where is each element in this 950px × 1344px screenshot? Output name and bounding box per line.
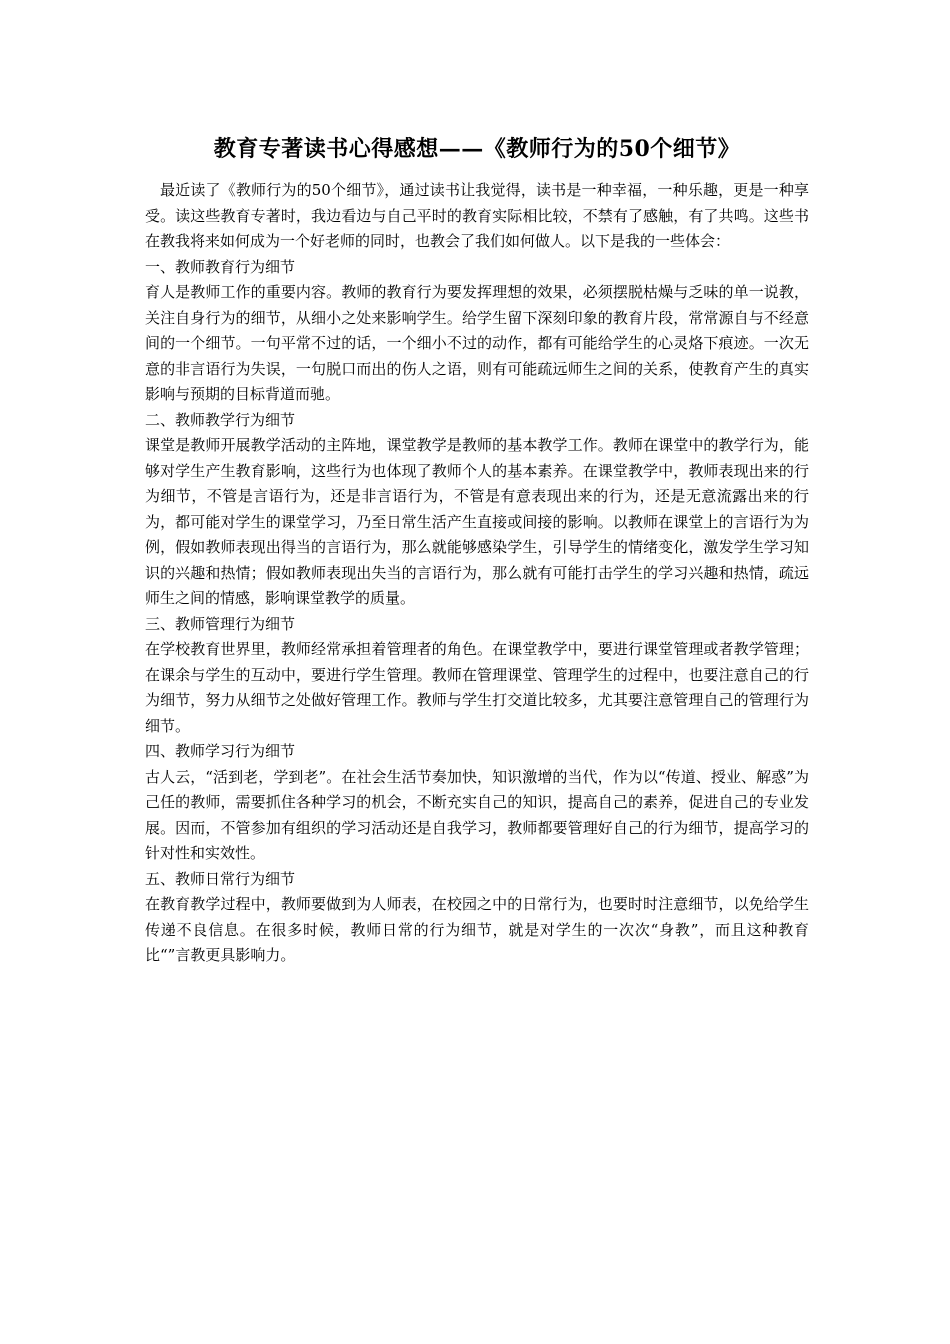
section-body: 课堂是教师开展教学活动的主阵地，课堂教学是教师的基本教学工作。教师在课堂中的教学行为，能够对学生产生教育影响，这些行为也体现了教师个人的基本素养。在课堂教学中，教师表现出来的行为细节，不管是言语行为，还是非言语行为，不管是有意表现出来的行为，还是无意流露出来的行为，都可能对学生的课堂学习，乃至日常生活产生直接或间接的影响。以教师在课堂上的言语行为为例，假如教师表现出得当的言语行为，那么就能够感染学生，引导学生的情绪变化，激发学生学习知识的兴趣和热情；假如教师表现出失当的言语行为，那么就有可能打击学生的学习兴趣和热情，疏远师生之间的情感，影响课堂教学的质量。 [145, 436, 809, 607]
section-education-behavior [145, 255, 809, 408]
section-heading: 四、教师学习行为细节 [145, 742, 296, 760]
intro-paragraph: 最近读了《教师行为的50个细节》，通过读书让我觉得，读书是一种幸福，一种乐趣，更是一种享受。读这些教育专著时，我边看边与自己平时的教育实际相比较，不禁有了感触，有了共鸣。这些书在教我将来如何成为一个好老师的同时，也教会了我们如何做人。以下是我的一些体会： [145, 181, 809, 250]
section-body: 育人是教师工作的重要内容。教师的教育行为要发挥理想的效果，必须摆脱枯燥与乏味的单一说教，关注自身行为的细节，从细小之处来影响学生。给学生留下深刻印象的教育片段，常常源自与不经意间的一个细节。一句平常不过的话，一个细小不过的动作，都有可能给学生的心灵烙下痕迹。一次无意的非言语行为失误，一句脱口而出的伤人之语，则有可能疏远师生之间的关系，使教育产生的真实影响与预期的目标背道而驰。 [145, 283, 809, 403]
section-heading: 五、教师日常行为细节 [145, 869, 296, 888]
section-learning-behavior [145, 739, 809, 867]
section-teaching-behavior [145, 408, 809, 612]
section-daily-behavior [145, 867, 809, 969]
section-heading: 三、教师管理行为细节 [145, 614, 296, 633]
section-management-behavior [145, 612, 809, 740]
section-heading: 一、教师教育行为细节 [145, 257, 296, 276]
section-body: 在学校教育世界里，教师经常承担着管理者的角色。在课堂教学中，要进行课堂管理或者教学管理；在课余与学生的互动中，要进行学生管理。教师在管理课堂、管理学生的过程中，也要注意自己的行为细节，努力从细节之处做好管理工作。教师与学生打交道比较多，尤其要注意管理自己的管理行为细节。 [145, 640, 809, 735]
document-content [145, 132, 809, 969]
section-heading: 二、教师教学行为细节 [145, 410, 296, 429]
document-title: 教育专著读书心得感想——《教师行为的50个细节》 [213, 136, 741, 162]
section-body: 在教育教学过程中，教师要做到为人师表，在校园之中的日常行为，也要时时注意细节，以免给学生传递不良信息。在很多时候，教师日常的行为细节，就是对学生的一次次“身教”，而且这种教育比“”言教更具影响力。 [145, 895, 809, 964]
section-body: 古人云，“活到老，学到老”。在社会生活节奏加快，知识激增的当代，作为以“传道、授业、解惑”为己任的教师，需要抓住各种学习的机会，不断充实自己的知识，提高自己的素养，促进自己的专业发展。因而，不管参加有组织的学习活动还是自我学习，教师都要管理好自己的行为细节，提高学习的针对性和实效性。 [145, 767, 809, 862]
